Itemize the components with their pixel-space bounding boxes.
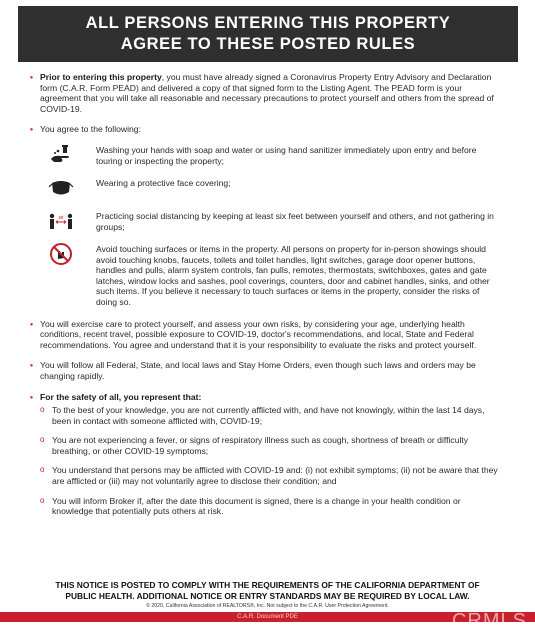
represent-item bbox=[30, 435, 500, 456]
watermark: CRMLS bbox=[451, 610, 527, 632]
header-line-2: AGREE TO THESE POSTED RULES bbox=[120, 35, 416, 53]
laws-paragraph bbox=[30, 360, 500, 381]
copyright: © 2020, California Association of REALTORS®, Inc. Not subject to the C.A.R. User Protection Agreement. bbox=[146, 603, 389, 609]
page-header bbox=[18, 6, 518, 62]
rule-handwash bbox=[30, 145, 500, 167]
care-text: You will exercise care to protect yourself, and assess your own risks, by considering your age, underlying health conditions, recent travel, possible exposure to COVID-19, doctor's recommendations, and local, State and Federal recommendations. You agree and understand that it is your responsibility to evaluate the risks and protect yourself. bbox=[40, 318, 477, 350]
distance-label: 6ft bbox=[58, 214, 64, 220]
represent-text: To the best of your knowledge, you are not currently afflicted with, and have not knowingly, within the last 14 days, been in contact with someone afflicted with, COVID-19; bbox=[52, 405, 485, 426]
circle-bullet-icon: o bbox=[40, 435, 45, 445]
header-line-1: ALL PERSONS ENTERING THIS PROPERTY bbox=[85, 14, 451, 32]
circle-bullet-icon: o bbox=[40, 405, 45, 415]
intro-paragraph bbox=[30, 72, 500, 114]
rule-distance bbox=[30, 211, 500, 233]
represent-label bbox=[30, 392, 500, 403]
notice-line-1: THIS NOTICE IS POSTED TO COMPLY WITH THE REQUIREMENTS OF THE CALIFORNIA DEPARTMENT OF bbox=[55, 580, 480, 590]
bullet-icon: • bbox=[30, 72, 34, 82]
footer-label: C.A.R. Document PDE bbox=[237, 614, 298, 620]
care-paragraph bbox=[30, 319, 500, 351]
no-touch-icon bbox=[48, 242, 74, 266]
represent-item bbox=[30, 496, 500, 517]
rule-mask bbox=[30, 178, 500, 200]
represent-text: You are not experiencing a fever, or signs of respiratory illness such as cough, shortness of breath or difficulty breathing, or other COVID-19 symptoms; bbox=[52, 435, 469, 456]
social-distance-icon bbox=[48, 209, 74, 233]
represent-item bbox=[30, 405, 500, 426]
intro-text: , you must have already signed a Coronavirus Property Entry Advisory and Declaration form (C.A.R. Form PEAD) and delivered a copy of that signed form to the Listing Agent. The PEAD form is your agreement that you will take all reasonable and necessary precautions to protect yourself and others from the spread of COVID-19. bbox=[40, 72, 494, 114]
rules-content bbox=[30, 72, 500, 526]
bullet-icon: • bbox=[30, 124, 34, 135]
notice-line-2: PUBLIC HEALTH. ADDITIONAL NOTICE OR ENTRY STANDARDS MAY BE REQUIRED BY LOCAL LAW. bbox=[65, 590, 470, 601]
handwash-icon bbox=[48, 143, 74, 167]
bullet-icon: • bbox=[30, 360, 34, 371]
intro-bold: Prior to entering this property bbox=[40, 72, 162, 82]
face-mask-icon bbox=[48, 176, 74, 200]
represent-item bbox=[30, 465, 500, 486]
agree-label bbox=[30, 124, 500, 135]
bullet-icon: • bbox=[30, 391, 34, 402]
rule-text: Washing your hands with soap and water or using hand sanitizer immediately upon entry and before touring or inspecting the property; bbox=[96, 144, 477, 166]
rule-no-touch bbox=[30, 244, 500, 308]
represent-label-text: For the safety of all, you represent that: bbox=[40, 391, 202, 402]
legal-notice bbox=[30, 580, 505, 601]
circle-bullet-icon: o bbox=[40, 465, 45, 475]
laws-text: You will follow all Federal, State, and local laws and Stay Home Orders, even though such laws and orders may be changing rapidly. bbox=[40, 360, 476, 381]
rule-text: Practicing social distancing by keeping at least six feet between yourself and others, and not gathering in groups; bbox=[96, 210, 494, 232]
rule-text: Avoid touching surfaces or items in the property. All persons on property for in-person showings should avoid touching knobs, faucets, toilets and toilet handles, light switches, garage door opener buttons, handles and pulls, alarm system controls, fan pulls, remotes, thermostats, switchboxes, gates and gate latches, window locks and sashes, pool coverings, counters, door and cabinet handles, sinks, and other such items. If you believe it necessary to touch surfaces or items in the property, consider the risks of doing so. bbox=[96, 243, 490, 307]
represent-text: You understand that persons may be afflicted with COVID-19 and: (i) not exhibit symptoms; (ii) not be aware that they are afflicted or (iii) may not voluntarily agree to disclose their condition; and bbox=[52, 465, 498, 487]
represent-text: You will inform Broker if, after the date this document is signed, there is a change in your health condition or knowledge that potentially puts others at risk. bbox=[52, 495, 461, 517]
circle-bullet-icon: o bbox=[40, 495, 45, 505]
agree-label-text: You agree to the following: bbox=[40, 124, 141, 135]
bullet-icon: • bbox=[30, 318, 34, 329]
rule-text: Wearing a protective face covering; bbox=[96, 177, 231, 188]
